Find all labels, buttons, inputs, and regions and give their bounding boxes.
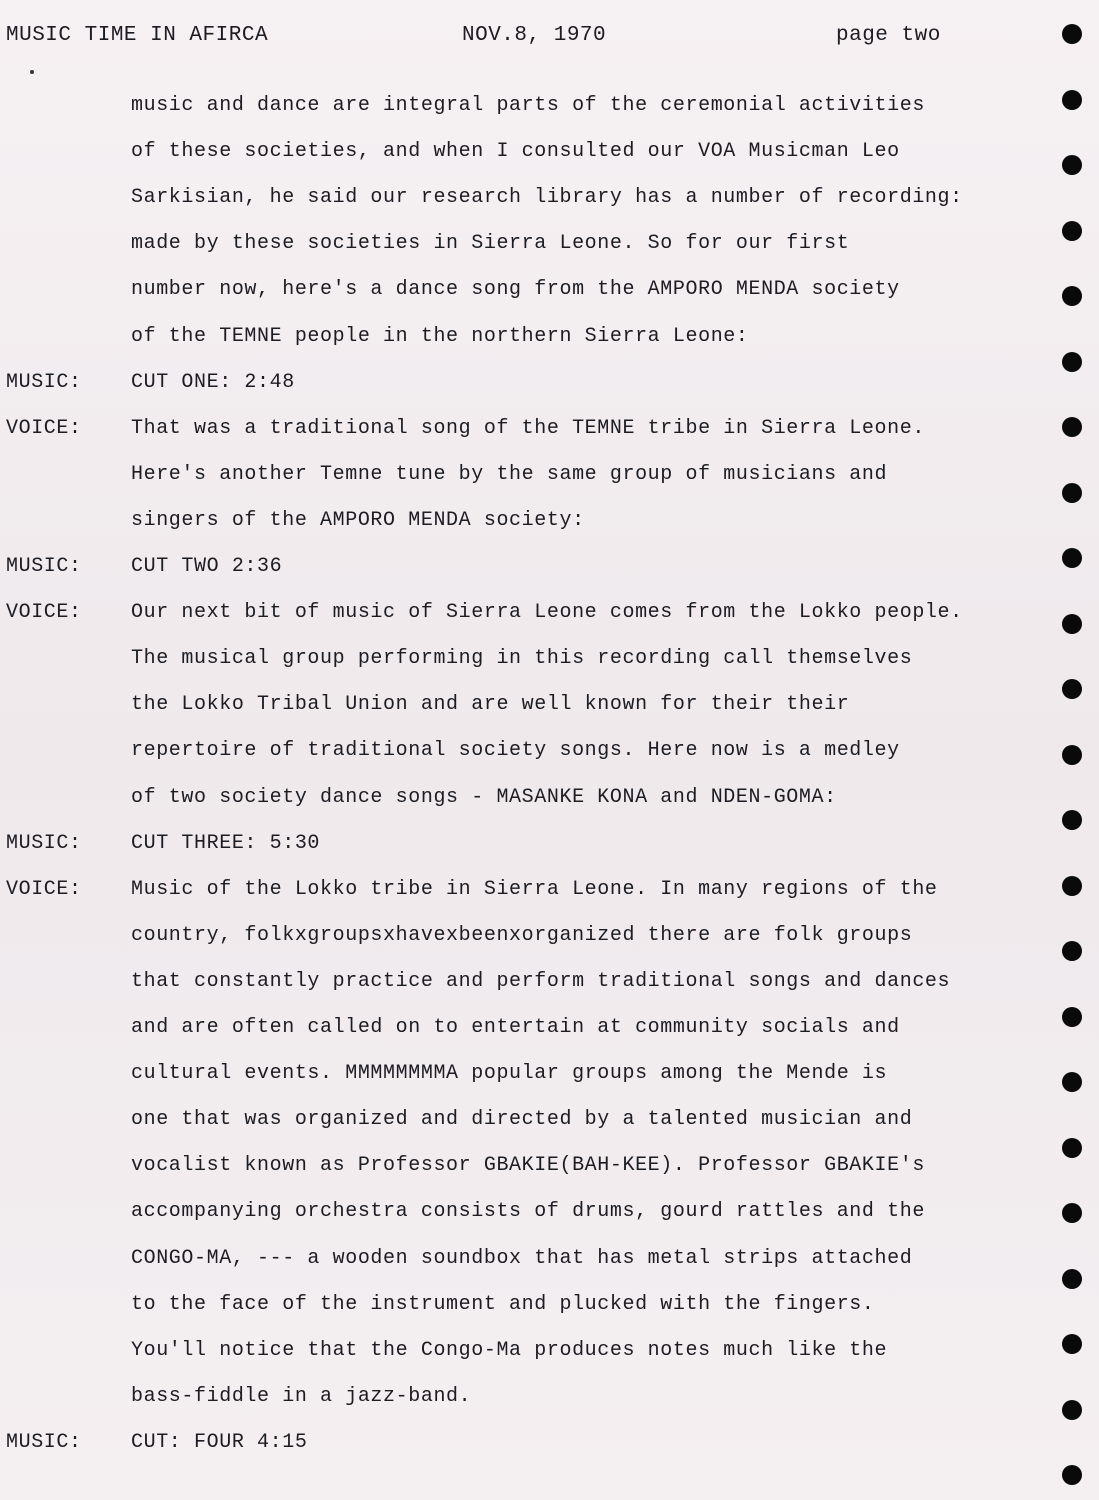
cue-label: VOICE: (6, 878, 82, 901)
script-line: music and dance are integral parts of the ceremonial activities (131, 94, 925, 117)
script-line: of these societies, and when I consulted our VOA Musicman Leo (131, 140, 900, 163)
script-line: accompanying orchestra consists of drums, gourd rattles and the (131, 1200, 925, 1223)
script-line: of two society dance songs - MASANKE KONA and NDEN-GOMA: (131, 786, 837, 809)
script-line: You'll notice that the Congo-Ma produces notes much like the (131, 1339, 888, 1362)
feed-hole (1062, 90, 1082, 110)
program-title: MUSIC TIME IN AFIRCA (6, 24, 269, 47)
script-line: one that was organized and directed by a talented musician and (131, 1108, 913, 1131)
script-line: CUT: FOUR 4:15 (131, 1431, 308, 1454)
script-line: The musical group performing in this recording call themselves (131, 647, 913, 670)
feed-hole (1062, 417, 1082, 437)
script-line: that constantly practice and perform traditional songs and dances (131, 970, 951, 993)
feed-hole (1062, 24, 1082, 44)
page-number: page two (836, 24, 941, 47)
script-line: vocalist known as Professor GBAKIE(BAH-KEE). Professor GBAKIE's (131, 1154, 925, 1177)
feed-hole (1062, 810, 1082, 830)
script-line: Our next bit of music of Sierra Leone comes from the Lokko people. (131, 601, 963, 624)
script-line: singers of the AMPORO MENDA society: (131, 509, 585, 532)
feed-hole (1062, 286, 1082, 306)
feed-hole (1062, 1465, 1082, 1485)
script-line: repertoire of traditional society songs. Here now is a medley (131, 739, 900, 762)
feed-hole (1062, 745, 1082, 765)
script-line: the Lokko Tribal Union and are well known for their their (131, 693, 850, 716)
script-line: of the TEMNE people in the northern Sierra Leone: (131, 325, 749, 348)
ink-speck (30, 70, 34, 74)
cue-label: MUSIC: (6, 1431, 82, 1454)
feed-hole (1062, 155, 1082, 175)
script-line: That was a traditional song of the TEMNE tribe in Sierra Leone. (131, 417, 925, 440)
script-line: and are often called on to entertain at community socials and (131, 1016, 900, 1039)
script-line: number now, here's a dance song from the AMPORO MENDA society (131, 278, 900, 301)
script-line: made by these societies in Sierra Leone. So for our first (131, 232, 850, 255)
feed-hole (1062, 352, 1082, 372)
cue-label: MUSIC: (6, 555, 82, 578)
feed-hole (1062, 548, 1082, 568)
feed-hole (1062, 1138, 1082, 1158)
script-line: to the face of the instrument and plucked with the fingers. (131, 1293, 875, 1316)
feed-hole (1062, 483, 1082, 503)
cue-label: VOICE: (6, 601, 82, 624)
script-line: Music of the Lokko tribe in Sierra Leone. In many regions of the (131, 878, 938, 901)
feed-hole (1062, 941, 1082, 961)
script-line: CUT ONE: 2:48 (131, 371, 295, 394)
script-line: Sarkisian, he said our research library has a number of recording: (131, 186, 963, 209)
feed-hole (1062, 1269, 1082, 1289)
script-line: bass-fiddle in a jazz-band. (131, 1385, 472, 1408)
script-line: CUT THREE: 5:30 (131, 832, 321, 855)
feed-hole (1062, 1072, 1082, 1092)
feed-hole (1062, 221, 1082, 241)
feed-hole (1062, 679, 1082, 699)
feed-hole (1062, 1400, 1082, 1420)
feed-hole (1062, 1334, 1082, 1354)
script-line: CUT TWO 2:36 (131, 555, 283, 578)
cue-label: VOICE: (6, 417, 82, 440)
script-date: NOV.8, 1970 (462, 24, 607, 47)
cue-label: MUSIC: (6, 371, 82, 394)
script-line: Here's another Temne tune by the same group of musicians and (131, 463, 888, 486)
feed-hole (1062, 876, 1082, 896)
cue-label: MUSIC: (6, 832, 82, 855)
script-line: cultural events. MMMMMMMMA popular groups among the Mende is (131, 1062, 888, 1085)
script-line: country, folkxgroupsxhavexbeenxorganized there are folk groups (131, 924, 913, 947)
script-line: CONGO-MA, --- a wooden soundbox that has metal strips attached (131, 1247, 913, 1270)
feed-hole (1062, 1203, 1082, 1223)
feed-hole (1062, 614, 1082, 634)
feed-hole (1062, 1007, 1082, 1027)
